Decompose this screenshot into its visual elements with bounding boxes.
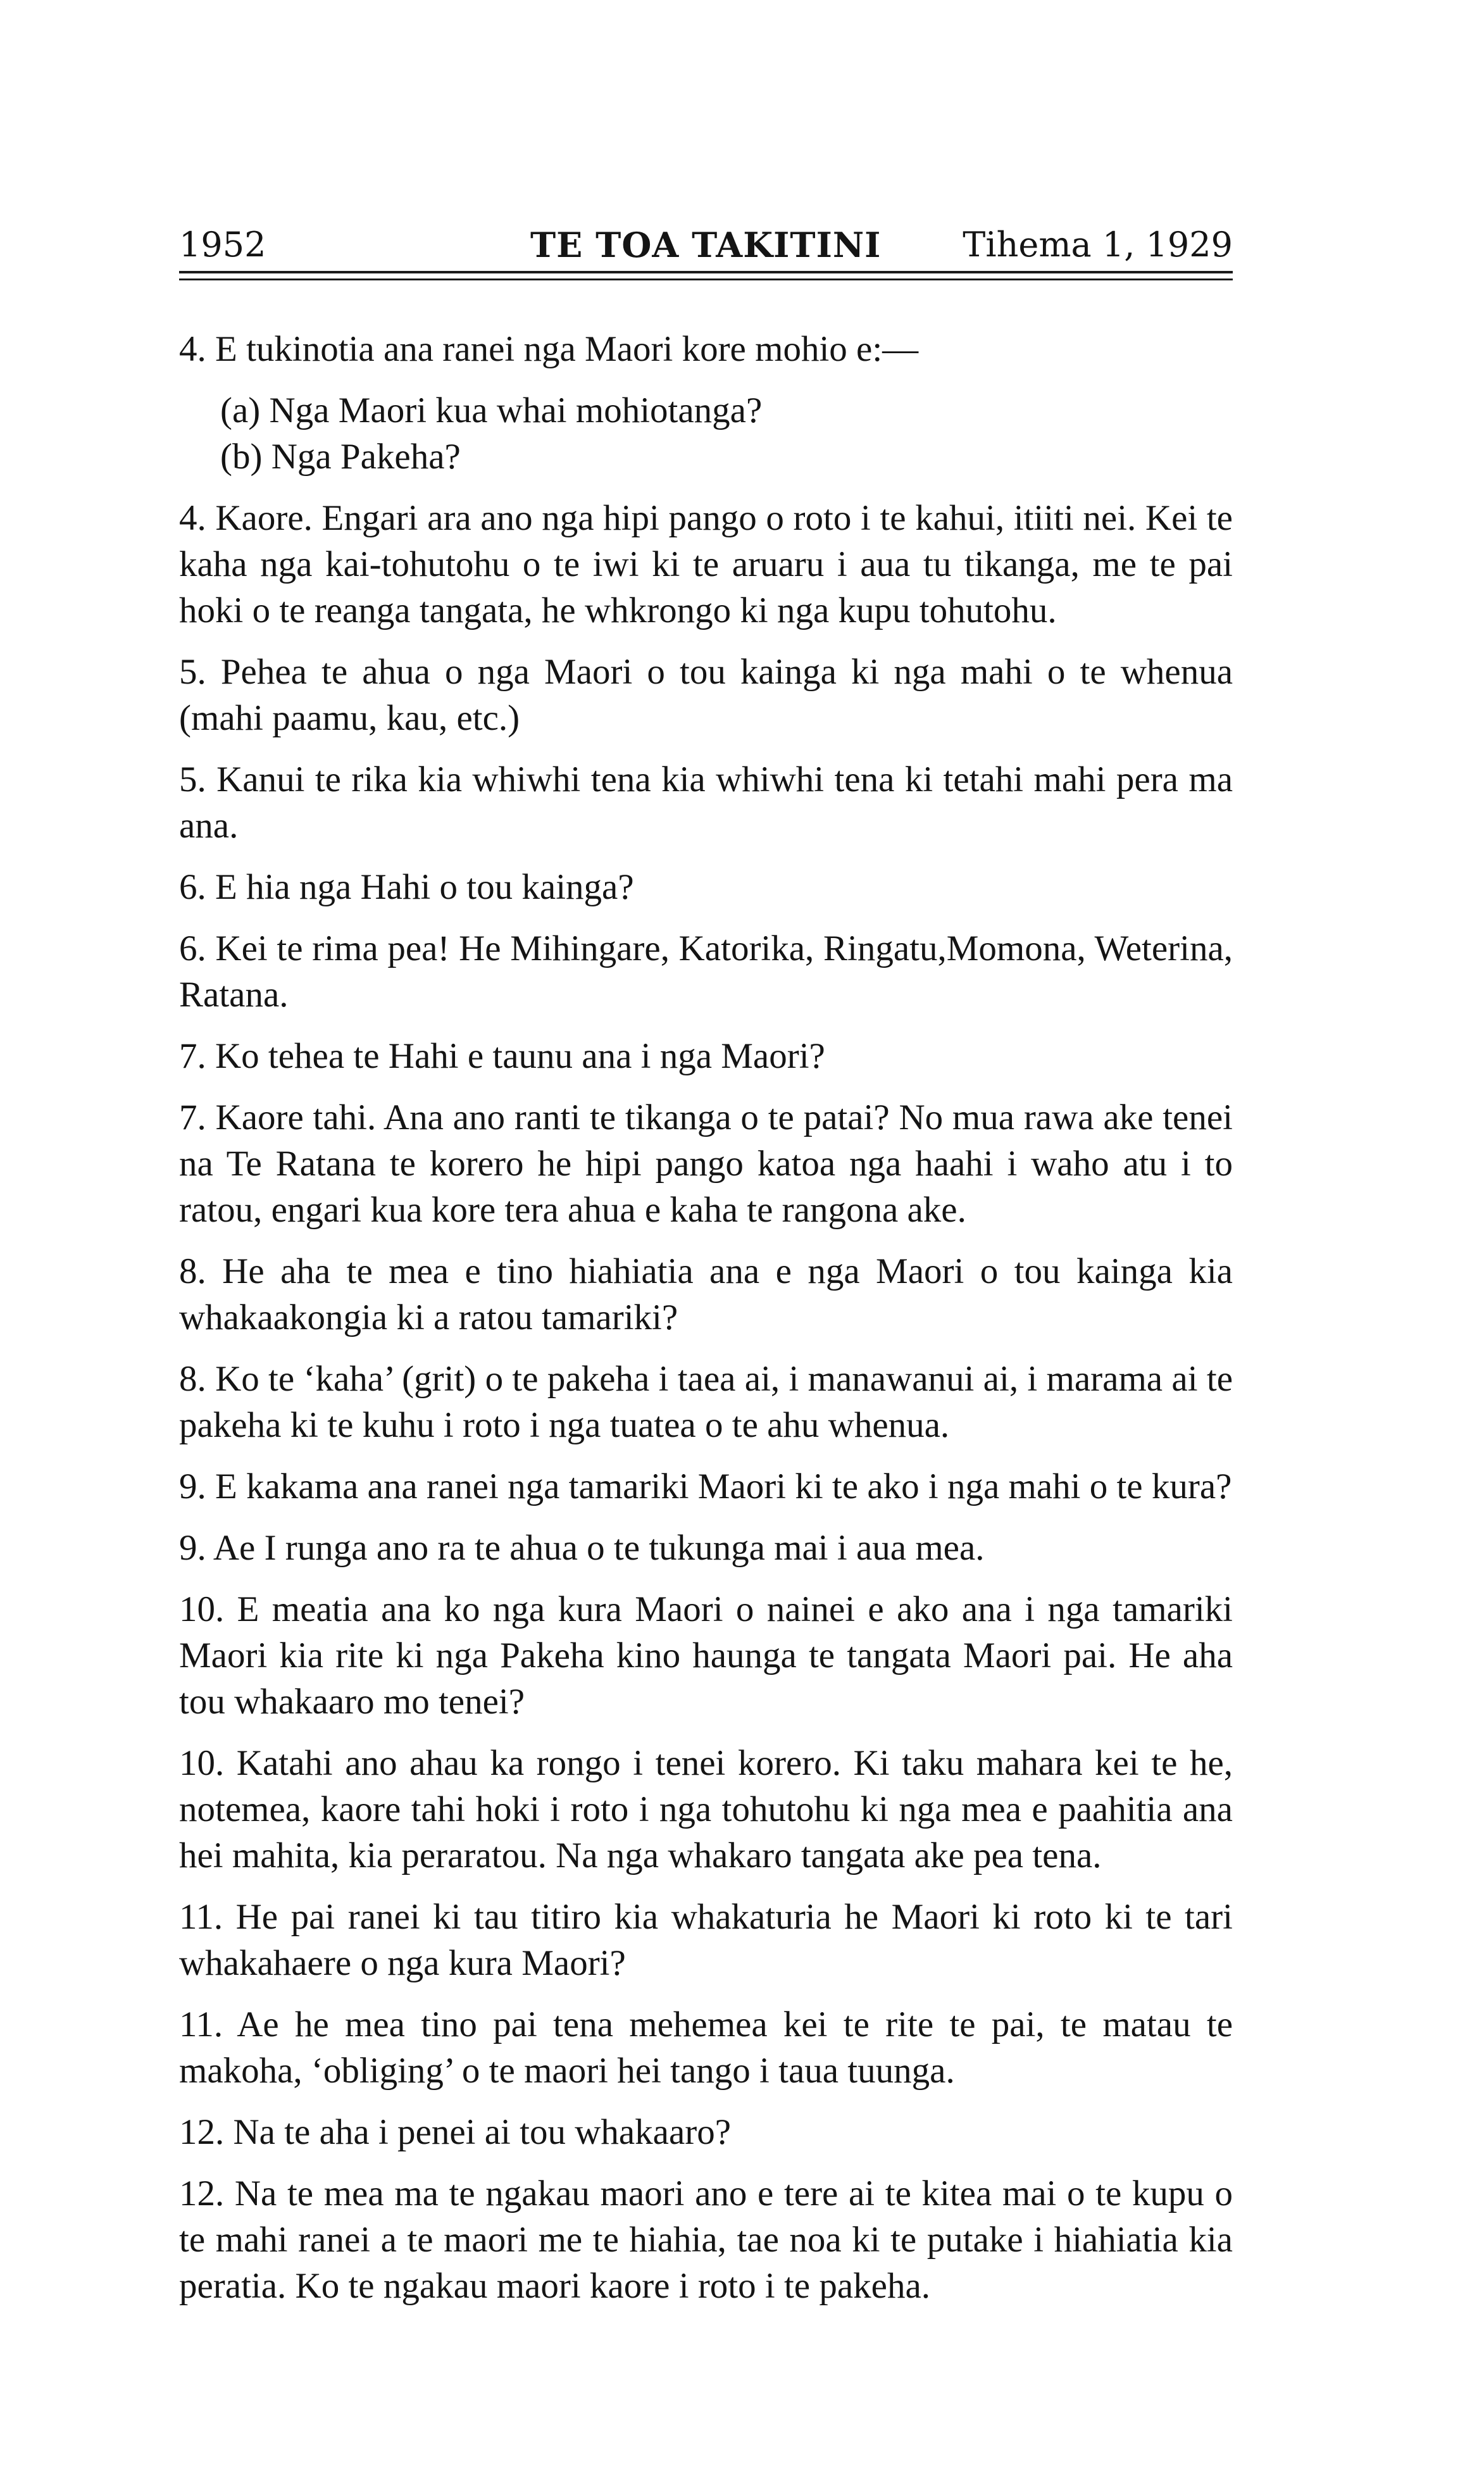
question-10: 10. E meatia ana ko nga kura Maori o nainei e ako ana i nga tamariki Maori kia rite ki nga Pakeha kino haunga te tangata Maori pai. He aha tou whakaaro mo tenei? <box>179 1589 1233 1722</box>
question-4-option-a: (a) Nga Maori kua whai mohiotanga? <box>220 391 763 430</box>
article-body <box>179 326 1233 2324</box>
header-rule-bottom <box>179 279 1233 280</box>
answer-6: 6. Kei te rima pea! He Mihingare, Katorika, Ringatu,Momona, Weterina, Ratana. <box>179 929 1233 1015</box>
answer-11: 11. Ae he mea tino pai tena mehemea kei te rite te pai, te matau te makoha, ‘obliging’ o te maori hei tango i taua tuunga. <box>179 2005 1233 2091</box>
page-number: 1952 <box>179 225 266 265</box>
question-8: 8. He aha te mea e tino hiahiatia ana e nga Maori o tou kainga kia whakaakongia ki a ratou tamariki? <box>179 1251 1233 1337</box>
question-4: 4. E tukinotia ana ranei nga Maori kore mohio e:— <box>179 329 919 369</box>
answer-12: 12. Na te mea ma te ngakau maori ano e tere ai te kitea mai o te kupu o te mahi ranei a te maori me te hiahia, tae noa ki te putake i hiahiatia kia peratia. Ko te ngakau maori kaore i roto i te pakeha. <box>179 2174 1233 2306</box>
question-11: 11. He pai ranei ki tau titiro kia whakaturia he Maori ki roto ki te tari whakahaere o nga kura Maori? <box>179 1897 1233 1983</box>
question-9: 9. E kakama ana ranei nga tamariki Maori ki te ako i nga mahi o te kura? <box>179 1467 1232 1506</box>
answer-5: 5. Kanui te rika kia whiwhi tena kia whiwhi tena ki tetahi mahi pera ma ana. <box>179 760 1233 846</box>
answer-10: 10. Katahi ano ahau ka rongo i tenei korero. Ki taku mahara kei te he, notemea, kaore tahi hoki i roto i nga tohutohu ki nga mea e paahitia ana hei mahita, kia peraratou. Na nga whakaro tangata ake pea tena. <box>179 1743 1233 1875</box>
answer-9: 9. Ae I runga ano ra te ahua o te tukunga mai i aua mea. <box>179 1528 985 1568</box>
question-4-option-b: (b) Nga Pakeha? <box>220 437 461 477</box>
answer-8: 8. Ko te ‘kaha’ (grit) o te pakeha i taea ai, i manawanui ai, i marama ai te pakeha ki te kuhu i roto i nga tuatea o te ahu whenua. <box>179 1359 1233 1445</box>
question-12: 12. Na te aha i penei ai tou whakaaro? <box>179 2112 732 2152</box>
question-7: 7. Ko tehea te Hahi e taunu ana i nga Maori? <box>179 1036 825 1076</box>
header-rule-top <box>179 271 1233 273</box>
answer-4: 4. Kaore. Engari ara ano nga hipi pango o roto i te kahui, itiiti nei. Kei te kaha nga kai-tohutohu o te iwi ki te aruaru i aua tu tikanga, me te pai hoki o te reanga tangata, he whkrongo ki nga kupu tohutohu. <box>179 498 1233 630</box>
question-6: 6. E hia nga Hahi o tou kainga? <box>179 867 634 907</box>
question-5: 5. Pehea te ahua o nga Maori o tou kainga ki nga mahi o te whenua (mahi paamu, kau, etc.) <box>179 652 1233 738</box>
publication-title: TE TOA TAKITINI <box>530 225 882 265</box>
running-header <box>179 223 1233 267</box>
issue-date: Tihema 1, 1929 <box>963 225 1233 265</box>
answer-7: 7. Kaore tahi. Ana ano ranti te tikanga o te patai? No mua rawa ake tenei na Te Ratana te korero he hipi pango katoa nga haahi i waho atu i to ratou, engari kua kore tera ahua e kaha te rangona ake. <box>179 1098 1233 1230</box>
